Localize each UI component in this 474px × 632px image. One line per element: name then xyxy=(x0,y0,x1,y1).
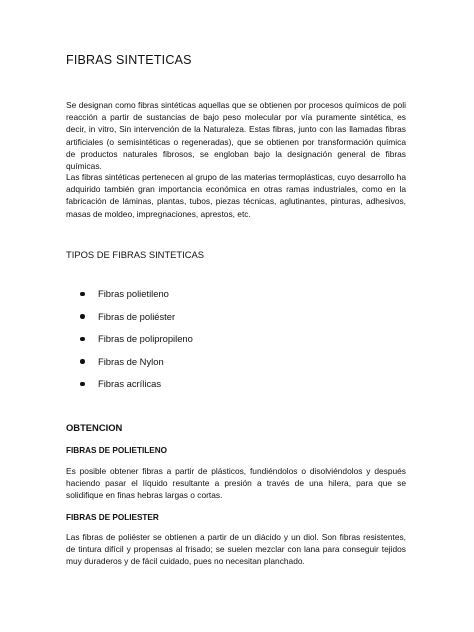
bullet-icon xyxy=(80,382,85,387)
types-heading: TIPOS DE FIBRAS SINTETICAS xyxy=(66,249,205,260)
list-item xyxy=(66,356,193,379)
list-item-label: Fibras de polipropileno xyxy=(98,333,193,344)
bullet-icon xyxy=(80,314,85,319)
bullet-icon xyxy=(80,337,85,342)
fiber-types-list xyxy=(66,288,193,401)
document-title: FIBRAS SINTETICAS xyxy=(66,53,192,67)
list-item-label: Fibras de poliéster xyxy=(98,310,176,322)
list-item xyxy=(66,288,193,311)
list-item xyxy=(66,311,193,334)
thermoplastics-paragraph: Las fibras sintéticas pertenecen al grupo de las materias termoplásticas, cuyo desarrollo ha adquirido también gran importancia económica en otras ramas industriales, como en la fabricación de láminas, plantas, tubos, piezas técnicas, aglutinantes, pinturas, adhesivos, masas de moldeo, impregnaciones, aprestos, etc. xyxy=(66,172,406,219)
list-item-label: Fibras de Nylon xyxy=(98,355,164,367)
intro-paragraph: Se designan como fibras sintéticas aquellas que se obtienen por procesos químicos de poli reacción a partir de sustancias de bajo peso molecular por vía puramente sintética, es decir, in vitro, Sin intervención de la Naturaleza. Estas fibras, junto con las llamadas fibras artificiales (o semisintéticas o regeneradas), que se obtienen por transformación química de productos naturales fibrosos, se engloban bajo la designación general de fibras químicas. xyxy=(66,100,406,172)
obtencion-heading: OBTENCION xyxy=(66,422,123,433)
list-item-label: Fibras acrílicas xyxy=(98,378,162,389)
bullet-icon xyxy=(80,292,85,297)
poliester-paragraph: Las fibras de poliéster se obtienen a partir de un diácido y un diol. Son fibras resistentes, de tintura difícil y propensas al frisado; se suelen mezclar con lana para conseguir tejidos muy duraderos y de fácil cuidado, pues no necesitan planchado. xyxy=(66,532,406,567)
bullet-icon xyxy=(80,359,85,364)
poliester-heading: FIBRAS DE POLIESTER xyxy=(66,513,159,522)
list-item-label: Fibras polietileno xyxy=(98,288,169,299)
polietileno-heading: FIBRAS DE POLIETILENO xyxy=(66,446,167,455)
list-item xyxy=(66,333,193,356)
list-item xyxy=(66,378,193,401)
polietileno-paragraph: Es posible obtener fibras a partir de plásticos, fundiéndolos o disolviéndolos y después haciendo pasar el líquido resultante a presión a través de una hilera, para que se solidifique en finas hebras largas o cortas. xyxy=(66,466,406,501)
